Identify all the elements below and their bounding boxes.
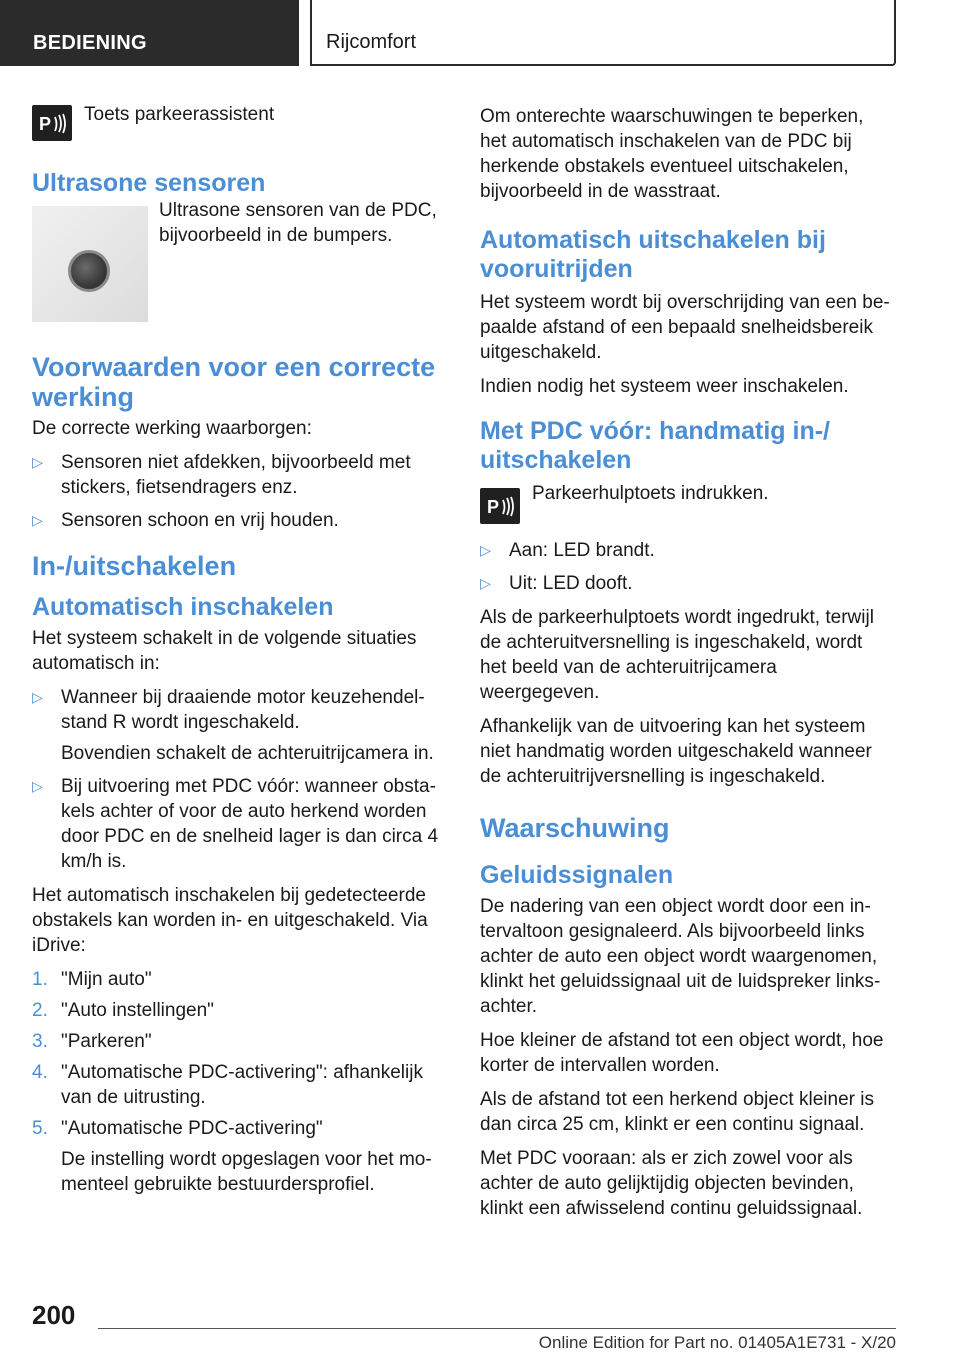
handmatig-paragraph-1: Als de parkeerhulptoets wordt ingedrukt, terwijl de achteruitversnelling is ingeschakeld, wordt het beeld van de achteruitrijcamera weergegeven. xyxy=(480,607,874,703)
parking-help-icon xyxy=(480,488,520,524)
svg-text:P: P xyxy=(487,497,500,517)
heading-ultrasone-sensoren: Ultrasone sensoren xyxy=(32,169,266,197)
geluid-paragraph-1: De nadering van een object wordt door een intervaltoon gesignaleerd. Als bijvoorbeeld links achter de auto een object wordt waargenomen, klinkt het geluidssignaal uit de luidspreker linksachter. xyxy=(480,896,881,1017)
idrive-steps-list xyxy=(32,967,442,1197)
list-item xyxy=(480,538,890,563)
list-item xyxy=(32,685,442,766)
parking-assist-key-label: Toets parkeerassistent xyxy=(84,104,275,125)
triangle-bullet-icon: ▷ xyxy=(32,512,43,528)
header-section-tab: BEDIENING xyxy=(0,0,299,66)
geluid-paragraph-3: Als de afstand tot een herkend object kleiner is dan circa 25 cm, klinkt er een continu signaal. xyxy=(480,1089,874,1135)
triangle-bullet-icon: ▷ xyxy=(480,542,491,558)
triangle-bullet-icon: ▷ xyxy=(32,454,43,470)
list-item-text: Bij uitvoering met PDC vóór: wanneer obstakels achter of voor de auto herkend worden door PDC en de snelheid lager is dan circa 4 km/h is. xyxy=(61,776,439,872)
step-number: 2. xyxy=(32,1000,48,1021)
footer-edition: Online Edition for Part no. 01405A1E731 - X/20 xyxy=(538,1333,896,1352)
parking-help-key-row xyxy=(480,481,890,524)
ultrasonic-sensor-image xyxy=(32,206,148,322)
intro-paragraph: Om onterechte waarschuwingen te beperken, het automatisch inschakelen van de PDC bij herkende obstakels eventueel uitschakelen, bijvoorbeeld in de wasstraat. xyxy=(480,106,864,202)
sensor-description: Ultrasone sensoren van de PDC, bijvoorbeeld in de bumpers. xyxy=(159,200,437,246)
sensor-row xyxy=(32,198,442,322)
heading-geluidssignalen: Geluidssignalen xyxy=(480,861,674,889)
step-item xyxy=(32,998,442,1023)
step-text: "Parkeren" xyxy=(61,1031,152,1052)
step-text: "Auto instellingen" xyxy=(61,1000,214,1021)
heading-automatisch-uitschakelen: Automatisch uitschakelen bij vooruitrijden xyxy=(480,226,826,283)
list-item-text: Uit: LED dooft. xyxy=(509,573,633,594)
list-item xyxy=(32,450,442,500)
list-item-text: Aan: LED brandt. xyxy=(509,540,655,561)
list-item xyxy=(480,571,890,596)
parking-assist-icon xyxy=(32,105,72,141)
step-item xyxy=(32,1029,442,1054)
triangle-bullet-icon: ▷ xyxy=(32,689,43,705)
list-item-subtext: Bovendien schakelt de achteruitrijcamera in. xyxy=(61,743,434,764)
svg-text:P: P xyxy=(39,114,52,134)
heading-voorwaarden: Voorwaarden voor een correcte werking xyxy=(32,352,436,412)
automatisch-list xyxy=(32,685,442,874)
heading-handmatig: Met PDC vóór: handmatig in-/ uitschakelen xyxy=(480,417,830,474)
step-item xyxy=(32,967,442,992)
automatisch-intro: Het systeem schakelt in de volgende situaties automatisch in: xyxy=(32,628,417,674)
footer-divider xyxy=(98,1328,896,1329)
parking-assist-key-row xyxy=(32,98,442,141)
vooruit-paragraph-1: Het systeem wordt bij overschrijding van een bepaalde afstand of een bepaald snelheidsbereik uitgeschakeld. xyxy=(480,292,890,363)
list-item-text: Sensoren schoon en vrij houden. xyxy=(61,510,339,531)
led-list xyxy=(480,538,890,596)
heading-in-uitschakelen: In-/uitschakelen xyxy=(32,551,237,581)
handmatig-paragraph-2: Afhankelijk van de uitvoering kan het systeem niet handmatig worden uitgeschakeld wanneer de achteruitrijversnelling is ingeschakeld. xyxy=(480,716,872,787)
idrive-text: Het automatisch inschakelen bij gedetecteerde obstakels kan worden in- en uitgeschakeld. Via iDrive: xyxy=(32,885,428,956)
step-item xyxy=(32,1116,442,1197)
header-chapter-tab: Rijcomfort xyxy=(310,0,896,66)
step-number: 4. xyxy=(32,1062,48,1083)
list-item-text: Sensoren niet afdekken, bijvoorbeeld met stickers, fietsendragers enz. xyxy=(61,452,411,498)
triangle-bullet-icon: ▷ xyxy=(480,575,491,591)
right-column xyxy=(480,98,890,1230)
list-item-text: Wanneer bij draaiende motor keuzehendelstand R wordt ingeschakeld. xyxy=(61,687,425,733)
geluid-paragraph-4: Met PDC vooraan: als er zich zowel voor als achter de auto gelijktijdig objecten bevinden, klinkt een afwisselend continu geluidssignaal. xyxy=(480,1148,863,1219)
voorwaarden-intro: De correcte werking waarborgen: xyxy=(32,418,312,439)
heading-waarschuwing: Waarschuwing xyxy=(480,813,670,843)
list-item xyxy=(32,508,442,533)
voorwaarden-list xyxy=(32,450,442,533)
heading-automatisch-inschakelen: Automatisch inschakelen xyxy=(32,593,334,621)
geluid-paragraph-2: Hoe kleiner de afstand tot een object wordt, hoe korter de intervallen worden. xyxy=(480,1030,884,1076)
step-text: "Mijn auto" xyxy=(61,969,152,990)
step-text: "Automatische PDC-activering" xyxy=(61,1118,323,1139)
parking-help-key-label: Parkeerhulptoets indrukken. xyxy=(532,483,769,504)
step-item xyxy=(32,1060,442,1110)
step-number: 1. xyxy=(32,969,48,990)
vooruit-paragraph-2: Indien nodig het systeem weer inschakelen. xyxy=(480,376,849,397)
triangle-bullet-icon: ▷ xyxy=(32,778,43,794)
left-column xyxy=(32,98,442,1206)
list-item xyxy=(32,774,442,874)
step-number: 5. xyxy=(32,1118,48,1139)
step-subtext: De instelling wordt opgeslagen voor het momenteel gebruikte bestuurdersprofiel. xyxy=(61,1149,432,1195)
step-text: "Automatische PDC-activering": afhankelijk van de uitrusting. xyxy=(61,1062,423,1108)
step-number: 3. xyxy=(32,1031,48,1052)
page-number: 200 xyxy=(32,1300,76,1330)
